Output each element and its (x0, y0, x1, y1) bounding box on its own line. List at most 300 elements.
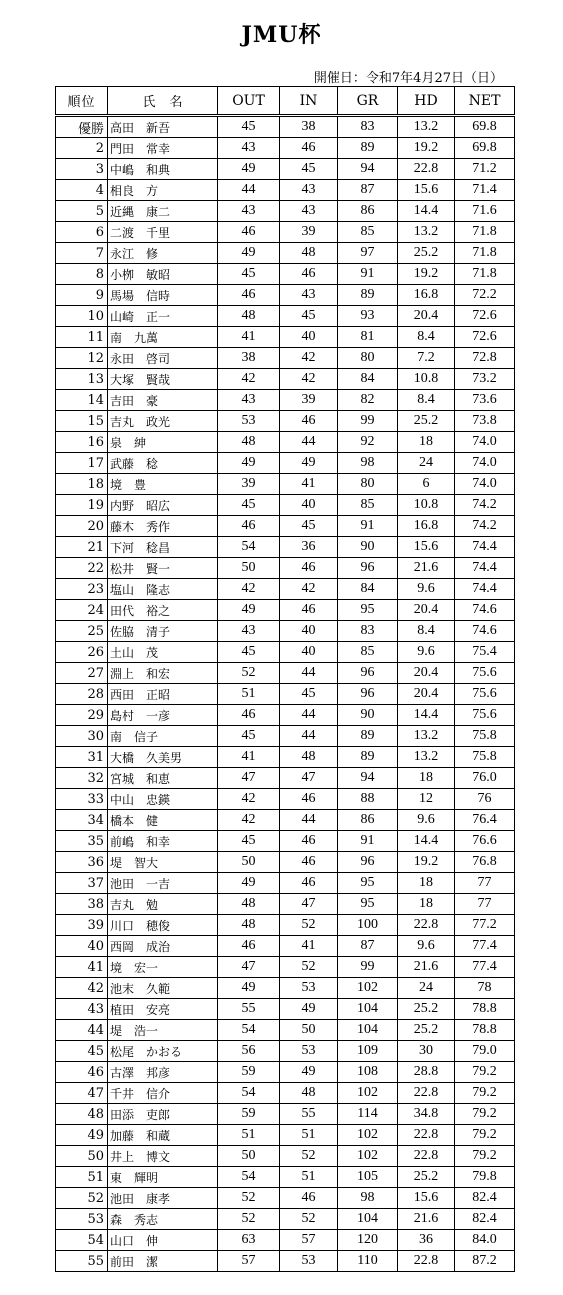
handicap-cell: 22.8 (398, 1251, 455, 1272)
net-cell: 69.8 (455, 116, 515, 138)
net-cell: 79.2 (455, 1125, 515, 1146)
gross-cell: 90 (338, 537, 398, 558)
in-cell: 46 (280, 873, 338, 894)
net-cell: 74.4 (455, 537, 515, 558)
in-cell: 39 (280, 222, 338, 243)
out-cell: 48 (218, 432, 280, 453)
table-row (56, 558, 515, 579)
rank-cell: 34 (56, 810, 108, 831)
header-name: 氏名 (108, 87, 218, 116)
results-table (55, 86, 515, 1272)
handicap-cell: 10.8 (398, 369, 455, 390)
in-cell: 44 (280, 810, 338, 831)
handicap-cell: 8.4 (398, 621, 455, 642)
net-cell: 76.8 (455, 852, 515, 873)
out-cell: 54 (218, 1083, 280, 1104)
gross-cell: 114 (338, 1104, 398, 1125)
rank-cell: 25 (56, 621, 108, 642)
name-cell: 前田 潔 (108, 1251, 218, 1272)
net-cell: 77 (455, 873, 515, 894)
in-cell: 52 (280, 957, 338, 978)
table-row (56, 936, 515, 957)
out-cell: 48 (218, 306, 280, 327)
net-cell: 77.2 (455, 915, 515, 936)
rank-cell: 6 (56, 222, 108, 243)
rank-cell: 39 (56, 915, 108, 936)
page-title: JMU杯 (241, 22, 322, 48)
gross-cell: 83 (338, 116, 398, 138)
name-cell: 池田 一吉 (108, 873, 218, 894)
out-cell: 46 (218, 516, 280, 537)
handicap-cell: 22.8 (398, 915, 455, 936)
name-cell: 中嶋 和典 (108, 159, 218, 180)
rank-cell: 21 (56, 537, 108, 558)
gross-cell: 85 (338, 222, 398, 243)
gross-cell: 85 (338, 495, 398, 516)
rank-cell: 46 (56, 1062, 108, 1083)
name-cell: 堤 浩一 (108, 1020, 218, 1041)
out-cell: 54 (218, 1020, 280, 1041)
table-row (56, 411, 515, 432)
handicap-cell: 19.2 (398, 138, 455, 159)
handicap-cell: 25.2 (398, 1167, 455, 1188)
net-cell: 72.6 (455, 327, 515, 348)
name-cell: 門田 常幸 (108, 138, 218, 159)
gross-cell: 100 (338, 915, 398, 936)
gross-cell: 91 (338, 831, 398, 852)
in-cell: 53 (280, 978, 338, 999)
table-row (56, 495, 515, 516)
rank-cell: 8 (56, 264, 108, 285)
table-row (56, 1125, 515, 1146)
rank-cell: 16 (56, 432, 108, 453)
gross-cell: 105 (338, 1167, 398, 1188)
net-cell: 75.4 (455, 642, 515, 663)
name-cell: 田添 吏郎 (108, 1104, 218, 1125)
net-cell: 79.2 (455, 1062, 515, 1083)
name-cell: 堤 智大 (108, 852, 218, 873)
header-row (56, 87, 515, 116)
handicap-cell: 36 (398, 1230, 455, 1251)
table-row (56, 537, 515, 558)
net-cell: 71.8 (455, 222, 515, 243)
handicap-cell: 21.6 (398, 1209, 455, 1230)
rank-cell: 30 (56, 726, 108, 747)
out-cell: 49 (218, 600, 280, 621)
handicap-cell: 14.4 (398, 831, 455, 852)
rank-cell: 29 (56, 705, 108, 726)
handicap-cell: 18 (398, 894, 455, 915)
net-cell: 82.4 (455, 1209, 515, 1230)
net-cell: 71.4 (455, 180, 515, 201)
gross-cell: 89 (338, 726, 398, 747)
gross-cell: 91 (338, 516, 398, 537)
handicap-cell: 13.2 (398, 116, 455, 138)
in-cell: 42 (280, 579, 338, 600)
table-row (56, 1188, 515, 1209)
handicap-cell: 15.6 (398, 537, 455, 558)
table-row (56, 684, 515, 705)
gross-cell: 97 (338, 243, 398, 264)
table-row (56, 1251, 515, 1272)
rank-cell: 49 (56, 1125, 108, 1146)
gross-cell: 99 (338, 411, 398, 432)
table-row (56, 390, 515, 411)
rank-cell: 9 (56, 285, 108, 306)
rank-cell: 48 (56, 1104, 108, 1125)
gross-cell: 98 (338, 1188, 398, 1209)
out-cell: 41 (218, 747, 280, 768)
rank-cell: 23 (56, 579, 108, 600)
name-cell: 藤木 秀作 (108, 516, 218, 537)
out-cell: 45 (218, 116, 280, 138)
net-cell: 73.8 (455, 411, 515, 432)
in-cell: 46 (280, 831, 338, 852)
gross-cell: 85 (338, 642, 398, 663)
handicap-cell: 30 (398, 1041, 455, 1062)
out-cell: 46 (218, 222, 280, 243)
handicap-cell: 24 (398, 453, 455, 474)
table-row (56, 222, 515, 243)
name-cell: 田代 裕之 (108, 600, 218, 621)
in-cell: 43 (280, 285, 338, 306)
net-cell: 71.8 (455, 243, 515, 264)
handicap-cell: 18 (398, 873, 455, 894)
rank-cell: 27 (56, 663, 108, 684)
table-row (56, 600, 515, 621)
handicap-cell: 9.6 (398, 810, 455, 831)
handicap-cell: 9.6 (398, 642, 455, 663)
rank-cell: 14 (56, 390, 108, 411)
out-cell: 49 (218, 453, 280, 474)
gross-cell: 83 (338, 621, 398, 642)
net-cell: 76.0 (455, 768, 515, 789)
in-cell: 51 (280, 1125, 338, 1146)
rank-cell: 24 (56, 600, 108, 621)
in-cell: 40 (280, 621, 338, 642)
table-row (56, 789, 515, 810)
name-cell: 古澤 邦彦 (108, 1062, 218, 1083)
handicap-cell: 7.2 (398, 348, 455, 369)
in-cell: 36 (280, 537, 338, 558)
rank-cell: 33 (56, 789, 108, 810)
event-date: 開催日：令和7年4月27日（日） (313, 71, 503, 86)
rank-cell: 18 (56, 474, 108, 495)
in-cell: 46 (280, 138, 338, 159)
net-cell: 74.0 (455, 453, 515, 474)
rank-cell: 45 (56, 1041, 108, 1062)
in-cell: 45 (280, 684, 338, 705)
net-cell: 71.2 (455, 159, 515, 180)
table-row (56, 327, 515, 348)
handicap-cell: 25.2 (398, 243, 455, 264)
in-cell: 53 (280, 1251, 338, 1272)
out-cell: 46 (218, 285, 280, 306)
out-cell: 43 (218, 621, 280, 642)
name-cell: 池末 久範 (108, 978, 218, 999)
gross-cell: 87 (338, 180, 398, 201)
handicap-cell: 20.4 (398, 663, 455, 684)
out-cell: 50 (218, 558, 280, 579)
name-cell: 境 宏一 (108, 957, 218, 978)
rank-cell: 3 (56, 159, 108, 180)
name-cell: 泉 紳 (108, 432, 218, 453)
table-row (56, 116, 515, 138)
table-row (56, 1146, 515, 1167)
table-row (56, 348, 515, 369)
net-cell: 76.4 (455, 810, 515, 831)
out-cell: 55 (218, 999, 280, 1020)
name-cell: 中山 忠鍈 (108, 789, 218, 810)
out-cell: 46 (218, 936, 280, 957)
net-cell: 72.6 (455, 306, 515, 327)
table-row (56, 915, 515, 936)
name-cell: 南 九萬 (108, 327, 218, 348)
gross-cell: 94 (338, 159, 398, 180)
table-row (56, 999, 515, 1020)
net-cell: 73.2 (455, 369, 515, 390)
gross-cell: 86 (338, 201, 398, 222)
out-cell: 54 (218, 537, 280, 558)
name-cell: 永江 修 (108, 243, 218, 264)
in-cell: 43 (280, 180, 338, 201)
name-cell: 相良 方 (108, 180, 218, 201)
table-row (56, 285, 515, 306)
net-cell: 79.8 (455, 1167, 515, 1188)
out-cell: 52 (218, 1209, 280, 1230)
net-cell: 75.8 (455, 747, 515, 768)
rank-cell: 31 (56, 747, 108, 768)
net-cell: 79.2 (455, 1104, 515, 1125)
table-row (56, 1062, 515, 1083)
table-row (56, 747, 515, 768)
handicap-cell: 25.2 (398, 411, 455, 432)
name-cell: 武藤 稔 (108, 453, 218, 474)
table-row (56, 453, 515, 474)
rank-cell: 41 (56, 957, 108, 978)
handicap-cell: 6 (398, 474, 455, 495)
rank-cell: 38 (56, 894, 108, 915)
rank-cell: 47 (56, 1083, 108, 1104)
in-cell: 46 (280, 789, 338, 810)
net-cell: 73.6 (455, 390, 515, 411)
gross-cell: 82 (338, 390, 398, 411)
gross-cell: 80 (338, 348, 398, 369)
name-cell: 川口 穂俊 (108, 915, 218, 936)
handicap-cell: 15.6 (398, 1188, 455, 1209)
gross-cell: 89 (338, 285, 398, 306)
rank-cell: 10 (56, 306, 108, 327)
header-in: IN (280, 87, 338, 116)
name-cell: 近縄 康二 (108, 201, 218, 222)
name-cell: 植田 安亮 (108, 999, 218, 1020)
table-row (56, 831, 515, 852)
handicap-cell: 19.2 (398, 264, 455, 285)
name-cell: 吉丸 政光 (108, 411, 218, 432)
handicap-cell: 14.4 (398, 705, 455, 726)
rank-cell: 22 (56, 558, 108, 579)
name-cell: 井上 博文 (108, 1146, 218, 1167)
rank-cell: 5 (56, 201, 108, 222)
table-row (56, 768, 515, 789)
table-row (56, 369, 515, 390)
handicap-cell: 21.6 (398, 558, 455, 579)
rank-cell: 4 (56, 180, 108, 201)
in-cell: 46 (280, 411, 338, 432)
in-cell: 42 (280, 369, 338, 390)
handicap-cell: 22.8 (398, 1083, 455, 1104)
in-cell: 55 (280, 1104, 338, 1125)
handicap-cell: 16.8 (398, 285, 455, 306)
in-cell: 52 (280, 1146, 338, 1167)
name-cell: 西岡 成治 (108, 936, 218, 957)
rank-cell: 2 (56, 138, 108, 159)
header-out: OUT (218, 87, 280, 116)
name-cell: 東 輝明 (108, 1167, 218, 1188)
rank-cell: 35 (56, 831, 108, 852)
name-cell: 西田 正昭 (108, 684, 218, 705)
out-cell: 49 (218, 873, 280, 894)
gross-cell: 93 (338, 306, 398, 327)
gross-cell: 102 (338, 1083, 398, 1104)
net-cell: 76.6 (455, 831, 515, 852)
table-row (56, 726, 515, 747)
table-row (56, 1041, 515, 1062)
out-cell: 42 (218, 810, 280, 831)
out-cell: 51 (218, 1125, 280, 1146)
in-cell: 44 (280, 705, 338, 726)
handicap-cell: 13.2 (398, 747, 455, 768)
table-row (56, 852, 515, 873)
name-cell: 池田 康孝 (108, 1188, 218, 1209)
in-cell: 50 (280, 1020, 338, 1041)
name-cell: 山口 伸 (108, 1230, 218, 1251)
name-cell: 大塚 賢哉 (108, 369, 218, 390)
net-cell: 79.2 (455, 1083, 515, 1104)
gross-cell: 91 (338, 264, 398, 285)
gross-cell: 104 (338, 1020, 398, 1041)
rank-cell: 40 (56, 936, 108, 957)
net-cell: 82.4 (455, 1188, 515, 1209)
net-cell: 74.2 (455, 516, 515, 537)
out-cell: 49 (218, 978, 280, 999)
in-cell: 46 (280, 852, 338, 873)
out-cell: 63 (218, 1230, 280, 1251)
net-cell: 71.8 (455, 264, 515, 285)
out-cell: 50 (218, 1146, 280, 1167)
gross-cell: 96 (338, 852, 398, 873)
table-row (56, 978, 515, 999)
in-cell: 40 (280, 642, 338, 663)
net-cell: 77.4 (455, 957, 515, 978)
net-cell: 79.2 (455, 1146, 515, 1167)
gross-cell: 89 (338, 747, 398, 768)
rank-cell: 28 (56, 684, 108, 705)
in-cell: 47 (280, 894, 338, 915)
in-cell: 51 (280, 1167, 338, 1188)
out-cell: 59 (218, 1104, 280, 1125)
in-cell: 46 (280, 600, 338, 621)
out-cell: 56 (218, 1041, 280, 1062)
out-cell: 44 (218, 180, 280, 201)
gross-cell: 102 (338, 1146, 398, 1167)
net-cell: 77.4 (455, 936, 515, 957)
net-cell: 75.6 (455, 663, 515, 684)
net-cell: 74.6 (455, 621, 515, 642)
gross-cell: 95 (338, 600, 398, 621)
net-cell: 78.8 (455, 1020, 515, 1041)
gross-cell: 104 (338, 1209, 398, 1230)
rank-cell: 54 (56, 1230, 108, 1251)
table-row (56, 1230, 515, 1251)
net-cell: 74.4 (455, 558, 515, 579)
rank-cell: 53 (56, 1209, 108, 1230)
name-cell: 加藤 和蔵 (108, 1125, 218, 1146)
handicap-cell: 8.4 (398, 327, 455, 348)
handicap-cell: 22.8 (398, 1146, 455, 1167)
table-row (56, 1104, 515, 1125)
in-cell: 48 (280, 1083, 338, 1104)
name-cell: 下河 稔昌 (108, 537, 218, 558)
rank-cell: 26 (56, 642, 108, 663)
handicap-cell: 15.6 (398, 180, 455, 201)
in-cell: 41 (280, 936, 338, 957)
gross-cell: 80 (338, 474, 398, 495)
net-cell: 72.2 (455, 285, 515, 306)
header-gross: GR (338, 87, 398, 116)
out-cell: 42 (218, 789, 280, 810)
table-row (56, 1209, 515, 1230)
in-cell: 45 (280, 306, 338, 327)
net-cell: 77 (455, 894, 515, 915)
out-cell: 43 (218, 390, 280, 411)
name-cell: 境 豊 (108, 474, 218, 495)
out-cell: 45 (218, 831, 280, 852)
in-cell: 57 (280, 1230, 338, 1251)
in-cell: 40 (280, 495, 338, 516)
rank-cell: 50 (56, 1146, 108, 1167)
name-cell: 二渡 千里 (108, 222, 218, 243)
in-cell: 49 (280, 453, 338, 474)
net-cell: 76 (455, 789, 515, 810)
name-cell: 大橋 久美男 (108, 747, 218, 768)
rank-cell: 13 (56, 369, 108, 390)
table-row (56, 1020, 515, 1041)
handicap-cell: 25.2 (398, 999, 455, 1020)
out-cell: 50 (218, 852, 280, 873)
table-row (56, 579, 515, 600)
rank-cell: 36 (56, 852, 108, 873)
out-cell: 45 (218, 495, 280, 516)
handicap-cell: 9.6 (398, 579, 455, 600)
gross-cell: 98 (338, 453, 398, 474)
rank-cell: 17 (56, 453, 108, 474)
name-cell: 塩山 隆志 (108, 579, 218, 600)
table-row (56, 873, 515, 894)
out-cell: 38 (218, 348, 280, 369)
rank-cell: 15 (56, 411, 108, 432)
name-cell: 淵上 和宏 (108, 663, 218, 684)
table-row (56, 1167, 515, 1188)
gross-cell: 95 (338, 894, 398, 915)
table-row (56, 180, 515, 201)
out-cell: 46 (218, 705, 280, 726)
in-cell: 42 (280, 348, 338, 369)
table-row (56, 138, 515, 159)
out-cell: 45 (218, 264, 280, 285)
name-cell: 内野 昭広 (108, 495, 218, 516)
name-cell: 小栁 敏昭 (108, 264, 218, 285)
